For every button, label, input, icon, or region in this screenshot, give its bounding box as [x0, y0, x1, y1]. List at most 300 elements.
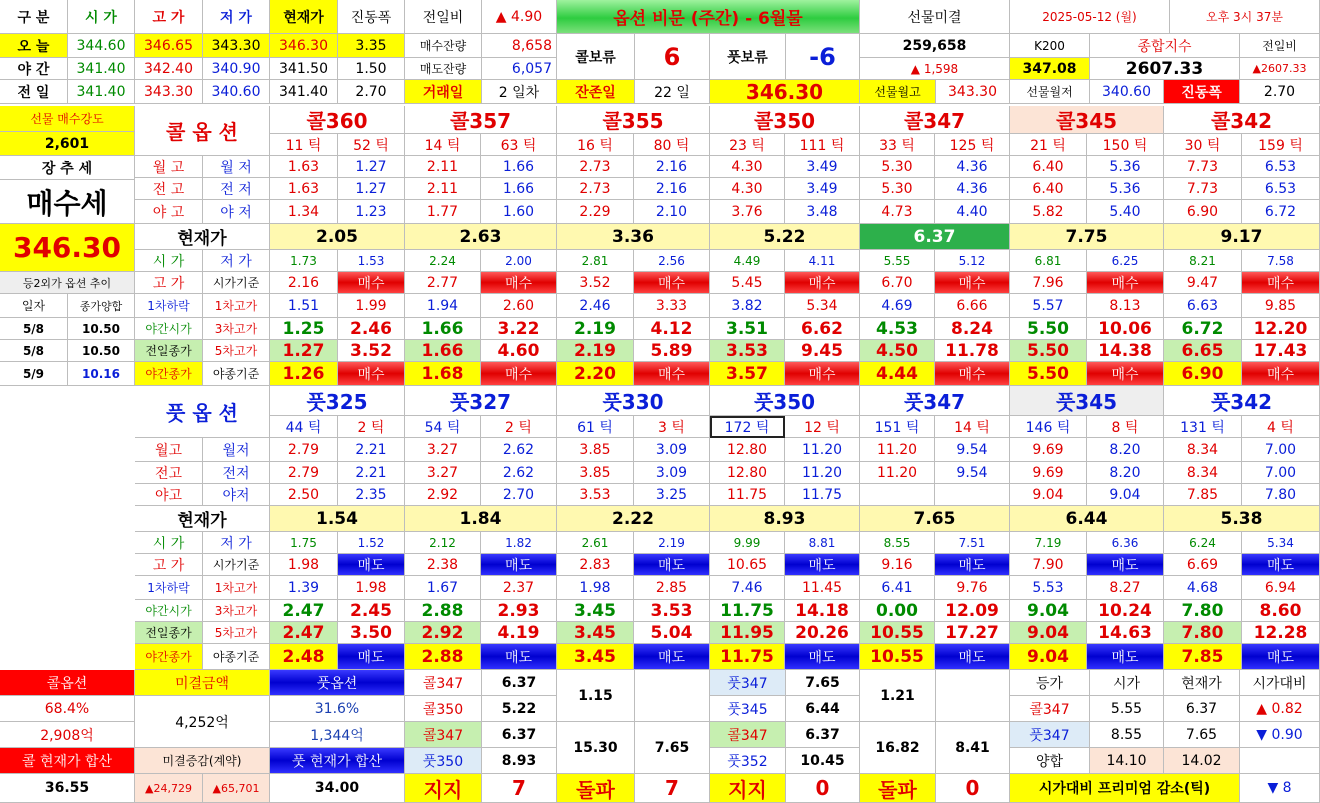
call-342-tick-left: 30 틱	[1164, 134, 1242, 156]
put-327-signal[interactable]: 매도	[481, 554, 557, 576]
atm-diff-header: 시가대비	[1240, 670, 1320, 696]
pair-p350-label: 풋350	[405, 748, 482, 774]
call-355-night-open: 2.19	[557, 318, 634, 340]
put-prev-low-label: 전저	[203, 462, 270, 484]
call-347-prev-low: 4.36	[935, 178, 1010, 200]
put-open-basis-label: 시가기준	[203, 554, 270, 576]
call-345-fifth-high: 14.38	[1087, 340, 1164, 362]
put-347-night-close: 10.55	[860, 644, 935, 670]
pair-c347-label: 콜347	[405, 670, 482, 696]
put-342-night-low: 7.80	[1242, 484, 1320, 506]
put-347-month-high: 11.20	[860, 438, 935, 462]
call-355-night-high: 2.29	[557, 200, 634, 224]
call-342-high: 9.47	[1164, 272, 1242, 294]
put-325-current: 1.54	[270, 506, 405, 532]
put-fifth-high-label: 5차고가	[203, 622, 270, 644]
call-347-signal[interactable]: 매수	[935, 272, 1010, 294]
call-355-night-close: 2.20	[557, 362, 634, 386]
put-347-fifth-high: 17.27	[935, 622, 1010, 644]
call-347-fifth-high: 11.78	[935, 340, 1010, 362]
pair-p350-value: 8.93	[482, 748, 557, 774]
put-347-night-signal[interactable]: 매도	[935, 644, 1010, 670]
put-hold-label: 풋보류	[710, 34, 786, 80]
option-trend-label: 등2외가 옵션 추이	[0, 272, 135, 294]
call-357-low: 2.00	[481, 250, 557, 272]
put-347-prev-close: 10.55	[860, 622, 935, 644]
put-night-close-label: 야간종가	[135, 644, 203, 670]
call-350-first-high: 5.34	[785, 294, 860, 318]
sum-put-label: 풋옵션	[270, 670, 405, 696]
put-330-third-high: 3.53	[634, 600, 710, 622]
put-330-low: 2.19	[634, 532, 710, 554]
put-342-third-high: 8.60	[1242, 600, 1320, 622]
put-350-title[interactable]: 풋350	[710, 386, 860, 416]
call-342-prev-high: 7.73	[1164, 178, 1242, 200]
put-342-night-signal[interactable]: 매도	[1242, 644, 1320, 670]
prevday-low: 340.60	[203, 80, 270, 104]
call-355-high: 3.52	[557, 272, 634, 294]
put-327-tick-left: 54 틱	[405, 416, 481, 438]
call-347-first-high: 6.66	[935, 294, 1010, 318]
atm-sum-current: 14.02	[1164, 748, 1240, 774]
put-345-fifth-high: 14.63	[1087, 622, 1164, 644]
atm-put-diff: ▼ 0.90	[1240, 722, 1320, 748]
put-325-prev-close: 2.47	[270, 622, 338, 644]
call-357-tick-left: 14 틱	[405, 134, 481, 156]
put-325-tick-left: 44 틱	[270, 416, 338, 438]
put-325-tick-right: 2 틱	[338, 416, 405, 438]
call-342-first-drop: 6.63	[1164, 294, 1242, 318]
sum-call-current-value: 36.55	[0, 774, 135, 803]
put-330-signal[interactable]: 매도	[634, 554, 710, 576]
call-342-open: 8.21	[1164, 250, 1242, 272]
trading-day-value: 2 일차	[482, 80, 557, 104]
call-open-label: 시 가	[135, 250, 203, 272]
call-357-signal[interactable]: 매수	[481, 272, 557, 294]
put-325-high: 1.98	[270, 554, 338, 576]
call-360-open: 1.73	[270, 250, 338, 272]
call-342-title[interactable]: 콜342	[1164, 106, 1320, 134]
pair-blank-1	[635, 670, 710, 722]
call-355-signal[interactable]: 매수	[634, 272, 710, 294]
put-345-signal[interactable]: 매도	[1087, 554, 1164, 576]
call-360-prev-high: 1.63	[270, 178, 338, 200]
buy-strength-value: 2,601	[0, 132, 135, 156]
hdr-gubun: 구 분	[0, 0, 68, 34]
call-350-third-high: 6.62	[785, 318, 860, 340]
sum-call-current-label: 콜 현재가 합산	[0, 748, 135, 774]
put-347-low: 7.51	[935, 532, 1010, 554]
call-355-title[interactable]: 콜355	[557, 106, 710, 134]
hdr-high: 고 가	[135, 0, 203, 34]
call-360-night-close: 1.26	[270, 362, 338, 386]
call-355-prev-low: 2.16	[634, 178, 710, 200]
put-342-open: 6.24	[1164, 532, 1242, 554]
put-345-month-low: 8.20	[1087, 438, 1164, 462]
futures-month-low-label: 선물월저	[1010, 80, 1090, 104]
call-355-open: 2.81	[557, 250, 634, 272]
call-342-signal[interactable]: 매수	[1242, 272, 1320, 294]
put-342-month-high: 8.34	[1164, 438, 1242, 462]
futures-oi-value: 259,658	[860, 34, 1010, 58]
call-347-third-high: 8.24	[935, 318, 1010, 340]
prevday-open: 341.40	[68, 80, 135, 104]
call-night-low-label: 야 저	[203, 200, 270, 224]
put-345-month-high: 9.69	[1010, 438, 1087, 462]
support-label-1: 지지	[405, 774, 482, 803]
call-345-night-signal[interactable]: 매수	[1087, 362, 1164, 386]
put-327-night-signal[interactable]: 매도	[481, 644, 557, 670]
support-label-2: 지지	[710, 774, 786, 803]
call-342-night-close: 6.90	[1164, 362, 1242, 386]
call-347-prev-high: 5.30	[860, 178, 935, 200]
atm-put-open: 8.55	[1090, 722, 1164, 748]
row-night-label: 야 간	[0, 58, 68, 80]
call-first-high-label: 1차고가	[203, 294, 270, 318]
put-350-open: 9.99	[710, 532, 785, 554]
call-350-signal[interactable]: 매수	[785, 272, 860, 294]
put-327-title[interactable]: 풋327	[405, 386, 557, 416]
call-section-title: 콜 옵 션	[135, 106, 270, 156]
put-347-current: 7.65	[860, 506, 1010, 532]
call-360-signal[interactable]: 매수	[338, 272, 405, 294]
call-350-fifth-high: 9.45	[785, 340, 860, 362]
put-347-tick-right: 14 틱	[935, 416, 1010, 438]
call-350-low: 4.11	[785, 250, 860, 272]
put-347-prev-low: 9.54	[935, 462, 1010, 484]
put-325-signal[interactable]: 매도	[338, 554, 405, 576]
put-month-low-label: 월저	[203, 438, 270, 462]
put-327-month-low: 2.62	[481, 438, 557, 462]
pair-diff-3: 1.21	[860, 670, 936, 722]
call-350-night-signal[interactable]: 매수	[785, 362, 860, 386]
call-350-first-drop: 3.82	[710, 294, 785, 318]
sum-call-pct: 68.4%	[0, 696, 135, 722]
atm-call-current: 6.37	[1164, 696, 1240, 722]
put-first-high-label: 1차고가	[203, 576, 270, 600]
kospi-prev-label: 전일비	[1240, 34, 1320, 58]
call-355-low: 2.56	[634, 250, 710, 272]
call-347-prev-close: 4.50	[860, 340, 935, 362]
call-357-first-drop: 1.94	[405, 294, 481, 318]
put-350-night-high: 11.75	[710, 484, 785, 506]
call-350-title[interactable]: 콜350	[710, 106, 860, 134]
call-345-signal[interactable]: 매수	[1087, 272, 1164, 294]
put-327-fifth-high: 4.19	[481, 622, 557, 644]
k200-label: K200	[1010, 34, 1090, 58]
put-342-title[interactable]: 풋342	[1164, 386, 1320, 416]
call-fifth-high-label: 5차고가	[203, 340, 270, 362]
put-345-tick-right: 8 틱	[1087, 416, 1164, 438]
futures-month-low-value: 340.60	[1090, 80, 1164, 104]
call-345-title[interactable]: 콜345	[1010, 106, 1164, 134]
put-347-night-open: 0.00	[860, 600, 935, 622]
put-350-current: 8.93	[710, 506, 860, 532]
call-347-high: 6.70	[860, 272, 935, 294]
atm-call-open: 5.55	[1090, 696, 1164, 722]
futures-range-value: 2.70	[1240, 80, 1320, 104]
put-325-fifth-high: 3.50	[338, 622, 405, 644]
put-330-prev-high: 3.85	[557, 462, 634, 484]
pair-sum-4b: 8.41	[936, 722, 1010, 774]
call-345-first-drop: 5.57	[1010, 294, 1087, 318]
call-357-night-signal[interactable]: 매수	[481, 362, 557, 386]
call-360-night-open: 1.25	[270, 318, 338, 340]
call-360-third-high: 2.46	[338, 318, 405, 340]
put-345-title[interactable]: 풋345	[1010, 386, 1164, 416]
call-347-night-high: 4.73	[860, 200, 935, 224]
put-night-close-basis-label: 야종기준	[203, 644, 270, 670]
oi-amount-label: 미결금액	[135, 670, 270, 696]
put-327-night-low: 2.70	[481, 484, 557, 506]
put-325-title[interactable]: 풋325	[270, 386, 405, 416]
put-325-night-open: 2.47	[270, 600, 338, 622]
call-355-month-high: 2.73	[557, 156, 634, 178]
call-prev-close-label: 전일종가	[135, 340, 203, 362]
put-342-fifth-high: 12.28	[1242, 622, 1320, 644]
trend-date-3: 5/9	[0, 362, 68, 386]
put-month-high-label: 월고	[135, 438, 203, 462]
call-357-open: 2.24	[405, 250, 481, 272]
night-current: 341.50	[270, 58, 338, 80]
call-360-night-high: 1.34	[270, 200, 338, 224]
put-350-first-high: 11.45	[785, 576, 860, 600]
call-357-night-close: 1.68	[405, 362, 481, 386]
put-327-night-open: 2.88	[405, 600, 481, 622]
call-355-first-high: 3.33	[634, 294, 710, 318]
datetime-date: 2025-05-12 (월)	[1010, 0, 1170, 34]
put-350-night-close: 11.75	[710, 644, 785, 670]
call-355-tick-right: 80 틱	[634, 134, 710, 156]
put-open-label: 시 가	[135, 532, 203, 554]
call-night-close-label: 야간종가	[135, 362, 203, 386]
put-350-prev-low: 11.20	[785, 462, 860, 484]
call-347-night-low: 4.40	[935, 200, 1010, 224]
breakout-value-2: 0	[936, 774, 1010, 803]
kospi-prev-value: ▲2607.33	[1240, 58, 1320, 80]
call-357-prev-high: 2.11	[405, 178, 481, 200]
put-345-night-high: 9.04	[1010, 484, 1087, 506]
call-first-low-label: 1차하락	[135, 294, 203, 318]
call-350-month-high: 4.30	[710, 156, 785, 178]
sum-call-amount: 2,908억	[0, 722, 135, 748]
call-345-prev-low: 5.36	[1087, 178, 1164, 200]
put-current-label: 현재가	[135, 506, 270, 532]
pair-c350-value: 5.22	[482, 696, 557, 722]
put-345-prev-close: 9.04	[1010, 622, 1087, 644]
pair-p347-value: 7.65	[786, 670, 860, 696]
call-342-prev-low: 6.53	[1242, 178, 1320, 200]
put-342-night-high: 7.85	[1164, 484, 1242, 506]
call-355-tick-left: 16 틱	[557, 134, 634, 156]
call-350-month-low: 3.49	[785, 156, 860, 178]
put-345-low: 6.36	[1087, 532, 1164, 554]
put-325-first-high: 1.98	[338, 576, 405, 600]
put-325-month-low: 2.21	[338, 438, 405, 462]
call-345-tick-left: 21 틱	[1010, 134, 1087, 156]
futures-price-big: 346.30	[710, 80, 860, 104]
call-357-tick-right: 63 틱	[481, 134, 557, 156]
call-345-open: 6.81	[1010, 250, 1087, 272]
put-342-tick-right: 4 틱	[1242, 416, 1320, 438]
put-345-night-signal[interactable]: 매도	[1087, 644, 1164, 670]
call-342-night-open: 6.72	[1164, 318, 1242, 340]
put-342-prev-high: 8.34	[1164, 462, 1242, 484]
premium-decrease-label: 시가대비 프리미엄 감소(틱)	[1010, 774, 1240, 803]
call-345-night-close: 5.50	[1010, 362, 1087, 386]
put-330-title[interactable]: 풋330	[557, 386, 710, 416]
kospi-label: 종합지수	[1090, 34, 1240, 58]
night-open: 341.40	[68, 58, 135, 80]
put-327-third-high: 2.93	[481, 600, 557, 622]
call-357-month-high: 2.11	[405, 156, 481, 178]
call-345-month-low: 5.36	[1087, 156, 1164, 178]
call-350-prev-close: 3.53	[710, 340, 785, 362]
call-345-first-high: 8.13	[1087, 294, 1164, 318]
pair-c347b-label: 콜347	[405, 722, 482, 748]
put-325-first-drop: 1.39	[270, 576, 338, 600]
put-325-prev-low: 2.21	[338, 462, 405, 484]
call-342-night-high: 6.90	[1164, 200, 1242, 224]
prevday-high: 343.30	[135, 80, 203, 104]
put-330-night-signal[interactable]: 매도	[634, 644, 710, 670]
call-360-night-signal[interactable]: 매수	[338, 362, 405, 386]
night-range: 1.50	[338, 58, 405, 80]
today-high: 346.65	[135, 34, 203, 58]
call-347-night-signal[interactable]: 매수	[935, 362, 1010, 386]
put-325-month-high: 2.79	[270, 438, 338, 462]
pair-c347-value: 6.37	[482, 670, 557, 696]
put-hold-value: -6	[786, 34, 860, 80]
call-342-fifth-high: 17.43	[1242, 340, 1320, 362]
put-327-month-high: 3.27	[405, 438, 481, 462]
futures-current-big: 346.30	[0, 224, 135, 272]
ask-residual-label: 매도잔량	[405, 58, 482, 80]
today-range: 3.35	[338, 34, 405, 58]
put-345-first-high: 8.27	[1087, 576, 1164, 600]
pair-p352-value: 10.45	[786, 748, 860, 774]
put-342-tick-left: 131 틱	[1164, 416, 1242, 438]
put-342-signal[interactable]: 매도	[1242, 554, 1320, 576]
put-327-tick-right: 2 틱	[481, 416, 557, 438]
call-350-night-high: 3.76	[710, 200, 785, 224]
call-360-month-low: 1.27	[338, 156, 405, 178]
put-330-night-high: 3.53	[557, 484, 634, 506]
atm-call-label: 콜347	[1010, 696, 1090, 722]
call-345-prev-high: 6.40	[1010, 178, 1087, 200]
call-357-current: 2.63	[405, 224, 557, 250]
call-345-third-high: 10.06	[1087, 318, 1164, 340]
pair-c347b-value: 6.37	[482, 722, 557, 748]
breakout-label-1: 돌파	[557, 774, 635, 803]
pair-p345-label: 풋345	[710, 696, 786, 722]
put-350-high: 10.65	[710, 554, 785, 576]
call-347-title[interactable]: 콜347	[860, 106, 1010, 134]
call-342-third-high: 12.20	[1242, 318, 1320, 340]
k200-value: 347.08	[1010, 58, 1090, 80]
trend-date-2: 5/8	[0, 340, 68, 362]
trend-sum-2: 10.50	[68, 340, 135, 362]
put-327-night-close: 2.88	[405, 644, 481, 670]
breakout-value-1: 7	[635, 774, 710, 803]
call-350-open: 4.49	[710, 250, 785, 272]
call-355-night-low: 2.10	[634, 200, 710, 224]
put-347-title[interactable]: 풋347	[860, 386, 1010, 416]
call-355-first-drop: 2.46	[557, 294, 634, 318]
call-357-night-low: 1.60	[481, 200, 557, 224]
put-330-first-drop: 1.98	[557, 576, 634, 600]
put-347-first-high: 9.76	[935, 576, 1010, 600]
futures-oi-change: ▲ 1,598	[860, 58, 1010, 80]
call-342-prev-close: 6.65	[1164, 340, 1242, 362]
put-347-open: 8.55	[860, 532, 935, 554]
put-327-current: 1.84	[405, 506, 557, 532]
put-330-fifth-high: 5.04	[634, 622, 710, 644]
call-350-tick-right: 111 틱	[785, 134, 860, 156]
call-high-label: 고 가	[135, 272, 203, 294]
call-open-basis-label: 시가기준	[203, 272, 270, 294]
call-347-night-close: 4.44	[860, 362, 935, 386]
atm-put-label: 풋347	[1010, 722, 1090, 748]
call-347-first-drop: 4.69	[860, 294, 935, 318]
hdr-open: 시 가	[68, 0, 135, 34]
call-prev-low-label: 전 저	[203, 178, 270, 200]
call-350-prev-low: 3.49	[785, 178, 860, 200]
buy-strength-label: 선물 매수강도	[0, 106, 135, 132]
call-342-night-signal[interactable]: 매수	[1242, 362, 1320, 386]
call-345-current: 7.75	[1010, 224, 1164, 250]
put-325-night-signal[interactable]: 매도	[338, 644, 405, 670]
put-342-first-high: 6.94	[1242, 576, 1320, 600]
put-342-low: 5.34	[1242, 532, 1320, 554]
ask-residual-value: 6,057	[482, 58, 557, 80]
put-330-high: 2.83	[557, 554, 634, 576]
call-357-night-open: 1.66	[405, 318, 481, 340]
put-350-signal[interactable]: 매도	[785, 554, 860, 576]
call-360-title[interactable]: 콜360	[270, 106, 405, 134]
call-345-tick-right: 150 틱	[1087, 134, 1164, 156]
put-345-open: 7.19	[1010, 532, 1087, 554]
call-357-title[interactable]: 콜357	[405, 106, 557, 134]
sum-put-amount: 1,344억	[270, 722, 405, 748]
put-327-low: 1.82	[481, 532, 557, 554]
put-350-night-signal[interactable]: 매도	[785, 644, 860, 670]
futures-oi-label: 선물미결	[860, 0, 1010, 34]
put-350-third-high: 14.18	[785, 600, 860, 622]
put-342-month-low: 7.00	[1242, 438, 1320, 462]
call-360-high: 2.16	[270, 272, 338, 294]
put-330-prev-close: 3.45	[557, 622, 634, 644]
put-347-signal[interactable]: 매도	[935, 554, 1010, 576]
call-345-month-high: 6.40	[1010, 156, 1087, 178]
put-330-month-low: 3.09	[634, 438, 710, 462]
support-value-1: 7	[482, 774, 557, 803]
call-360-first-drop: 1.51	[270, 294, 338, 318]
put-325-night-close: 2.48	[270, 644, 338, 670]
trend-sum-header: 종가양합	[68, 294, 135, 318]
call-355-prev-close: 2.19	[557, 340, 634, 362]
put-low-label: 저 가	[203, 532, 270, 554]
call-355-night-signal[interactable]: 매수	[634, 362, 710, 386]
call-342-month-high: 7.73	[1164, 156, 1242, 178]
call-357-first-high: 2.60	[481, 294, 557, 318]
sum-put-current-value: 34.00	[270, 774, 405, 803]
pair-c347c-value: 6.37	[786, 722, 860, 748]
put-347-third-high: 12.09	[935, 600, 1010, 622]
put-350-month-high: 12.80	[710, 438, 785, 462]
put-342-night-open: 7.80	[1164, 600, 1242, 622]
pair-p345-value: 6.44	[786, 696, 860, 722]
